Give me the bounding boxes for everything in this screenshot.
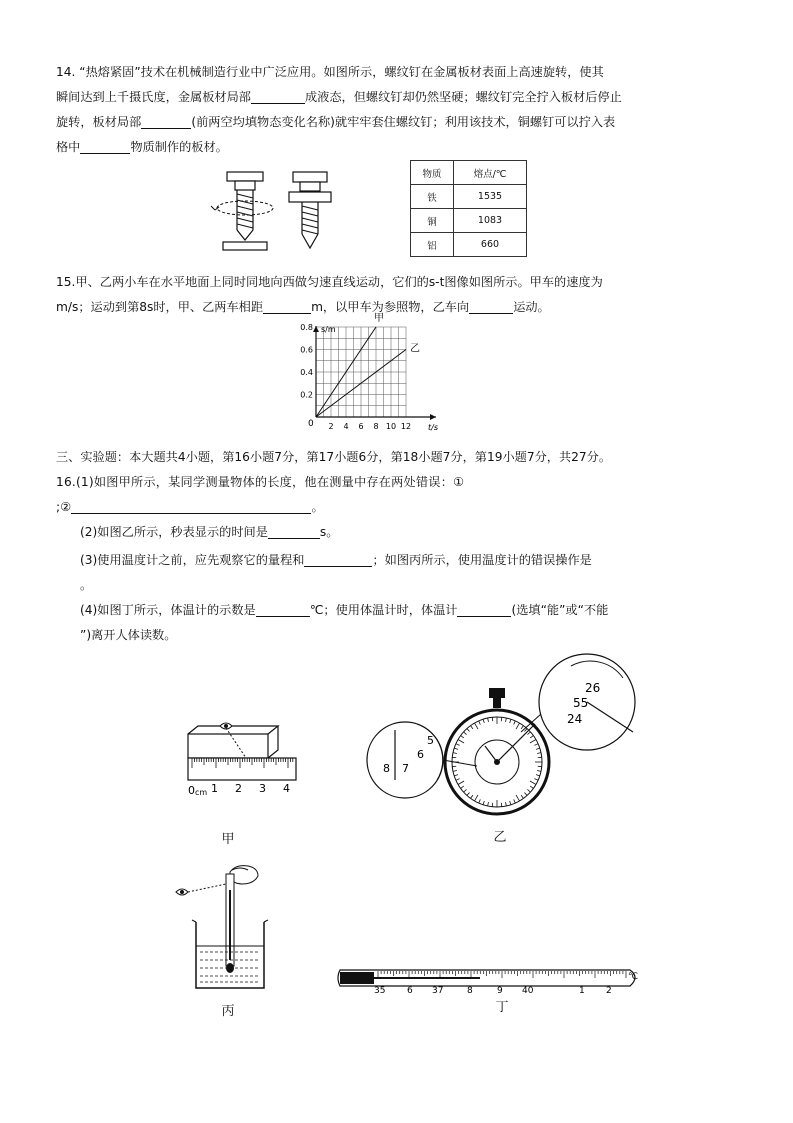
thermo-label: 6 [407, 986, 413, 996]
origin-label: 0 [308, 419, 314, 429]
stopwatch-min-label: 5 [427, 734, 434, 747]
ruler-label: 3 [259, 782, 266, 795]
stopwatch-min-label: 7 [402, 762, 409, 775]
caption-jia: 甲 [221, 832, 235, 847]
table-cell: 铝 [411, 233, 454, 257]
ruler-label: 0 [188, 784, 195, 797]
stopwatch-min-label: 6 [417, 748, 424, 761]
ruler-label: 1 [211, 782, 218, 795]
table-cell: 铜 [411, 209, 454, 233]
series-label-2: 乙 [410, 343, 420, 355]
q16-blank-1[interactable] [71, 499, 311, 514]
thermo-label: 9 [497, 986, 503, 996]
table-cell: 铁 [411, 185, 454, 209]
y-tick-label: 0.4 [300, 368, 313, 377]
series-label-1: 甲 [374, 313, 384, 324]
q15-blank-2[interactable] [263, 299, 311, 314]
table-cell: 1083 [454, 209, 527, 233]
q16-part4: (4)如图丁所示，体温计的示数是 ℃；使用体温计时，体温计 (选填“能”或“不能 ”)离开人体读数。 [80, 603, 609, 642]
q14-blank-1[interactable] [251, 89, 305, 104]
y-tick-label: 0.2 [300, 390, 313, 400]
q15-blank-3[interactable] [469, 299, 513, 314]
x-tick-label: 8 [373, 422, 379, 431]
clinical-thermometer-figure [336, 962, 646, 996]
ruler-figure [180, 712, 300, 802]
q15-text: 15.甲、乙两小车在水平地面上同时同地向西做匀速直线运动，它们的s-t图像如图所示。甲车的速度为 m/s；运动到第8s时，甲、乙两车相距 m，以甲车为参照物，乙车向 运动。 [56, 275, 603, 314]
x-tick-label: 12 [400, 422, 412, 431]
stopwatch-sec-label: 55 [573, 696, 589, 710]
stopwatch-min-label: 8 [383, 762, 390, 775]
ruler-label: 2 [235, 782, 242, 795]
x-axis-label: t/s [428, 423, 438, 432]
thermo-label: 2 [606, 986, 612, 996]
x-axis-arrow [430, 414, 436, 420]
thermo-label: 8 [467, 986, 473, 996]
table-header: 熔点/℃ [454, 161, 527, 185]
q16-part3: (3)使用温度计之前，应先观察它的量程和 ；如图丙所示，使用温度计的错误操作是 。 [80, 553, 592, 592]
st-chart [296, 313, 456, 432]
q16-blank-5[interactable] [457, 602, 511, 617]
melting-point-table [410, 160, 527, 257]
x-tick-label: 10 [385, 422, 397, 431]
q16-blank-2[interactable] [268, 524, 320, 539]
ruler-label: cm [195, 788, 208, 797]
thermo-label: 1 [579, 986, 585, 996]
stopwatch-figure [365, 650, 645, 820]
thermo-label: 35 [374, 986, 386, 996]
table-cell: 1535 [454, 185, 527, 209]
q16-part2: (2)如图乙所示，秒表显示的时间是 s。 [80, 525, 339, 539]
x-tick-label: 6 [358, 422, 364, 431]
beaker-figure [170, 860, 270, 995]
q14-blank-2[interactable] [141, 114, 191, 129]
caption-yi: 乙 [493, 830, 507, 845]
table-header: 物质 [411, 161, 454, 185]
caption-ding: 丁 [495, 1000, 509, 1015]
q16-part1: 16.(1)如图甲所示，某同学测量物体的长度，他在测量中存在两处错误：① ;② 。 [56, 475, 465, 514]
q16-blank-3[interactable] [304, 552, 372, 567]
y-axis-label: s/m [321, 325, 336, 334]
thermo-label: 40 [522, 986, 534, 996]
stopwatch-sec-label: 26 [585, 681, 601, 695]
ruler-label: 4 [283, 782, 290, 795]
q14-text: 14. “热熔紧固”技术在机械制造行业中广泛应用。如图所示，螺纹钉在金属板材表面上高速旋转，使其 瞬间达到上千摄氏度，金属板材局部 成液态，但螺纹钉却仍然坚硬；螺纹钉完全拧入板材后停止 旋转，板材局部 (前两空均填物态变化名称)就牢牢套住螺纹钉；利用该技术，铜螺钉可以拧入表 格中 物质制作的板材。 [56, 65, 622, 154]
q16-blank-4[interactable] [256, 602, 310, 617]
section-heading: 三、实验题：本大题共4小题，第16小题7分，第17小题6分，第18小题7分，第19小题7分，共27分。 [56, 450, 612, 464]
screw-figure [205, 168, 335, 256]
stopwatch-sec-label: 24 [567, 712, 583, 726]
thermo-label: 37 [432, 986, 444, 996]
x-tick-label: 2 [328, 422, 334, 431]
thermo-label: ℃ [628, 972, 639, 982]
caption-bing: 丙 [221, 1004, 235, 1019]
q14-blank-3[interactable] [80, 139, 130, 154]
x-tick-label: 4 [343, 422, 349, 431]
y-tick-label: 0.8 [300, 323, 313, 332]
y-tick-label: 0.6 [300, 345, 313, 355]
table-cell: 660 [454, 233, 527, 257]
